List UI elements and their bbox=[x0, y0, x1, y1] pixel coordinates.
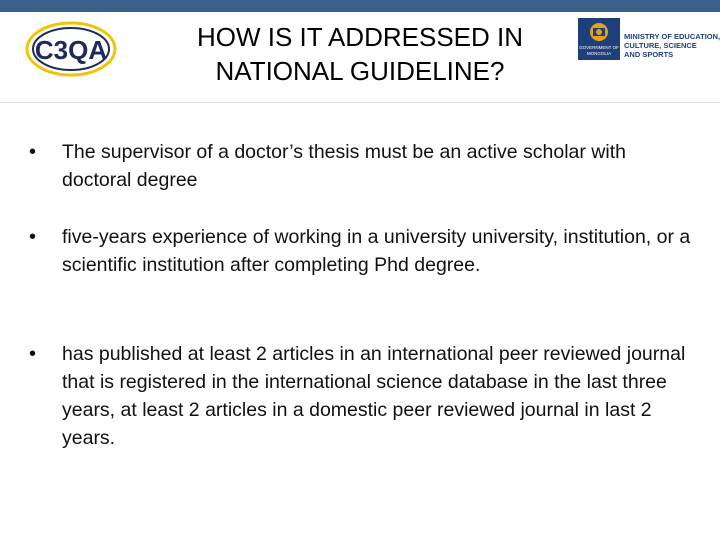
title-line-1: HOW IS IT ADDRESSED IN bbox=[196, 22, 523, 52]
title-line-2: NATIONAL GUIDELINE? bbox=[215, 56, 505, 86]
emblem-caption-2: MONGOLIA bbox=[586, 51, 612, 56]
bullet-dot-icon: • bbox=[29, 226, 37, 248]
emblem-caption-1: GOVERNMENT OF bbox=[579, 45, 619, 50]
bullet-text-1: The supervisor of a doctor’s thesis must be an active scholar with doctoral degree bbox=[62, 141, 626, 191]
ministry-logo bbox=[578, 18, 718, 62]
bullet-dot-icon: • bbox=[29, 343, 37, 365]
ministry-name bbox=[624, 32, 718, 59]
emblem-icon bbox=[578, 18, 620, 60]
c3qa-logo bbox=[22, 18, 120, 80]
logo-text: C3QA bbox=[34, 35, 108, 65]
ministry-line-3: AND SPORTS bbox=[624, 50, 674, 59]
page-title bbox=[150, 20, 570, 88]
bullet-text-2: five-years experience of working in a university university, institution, or a scientific institution after completing Phd degree. bbox=[62, 226, 691, 276]
bullet-dot-icon: • bbox=[29, 141, 37, 163]
ministry-line-1: MINISTRY OF EDUCATION, bbox=[624, 32, 720, 41]
c3qa-logo-icon bbox=[22, 18, 120, 80]
ministry-line-2: CULTURE, SCIENCE bbox=[624, 41, 697, 50]
bullet-text-3: has published at least 2 articles in an international peer reviewed journal that is registered in the international science database in the last three years, at least 2 articles in a domestic peer reviewed journal in last 2 years. bbox=[62, 343, 686, 449]
header-divider bbox=[0, 102, 720, 103]
top-accent-bar bbox=[0, 0, 720, 12]
